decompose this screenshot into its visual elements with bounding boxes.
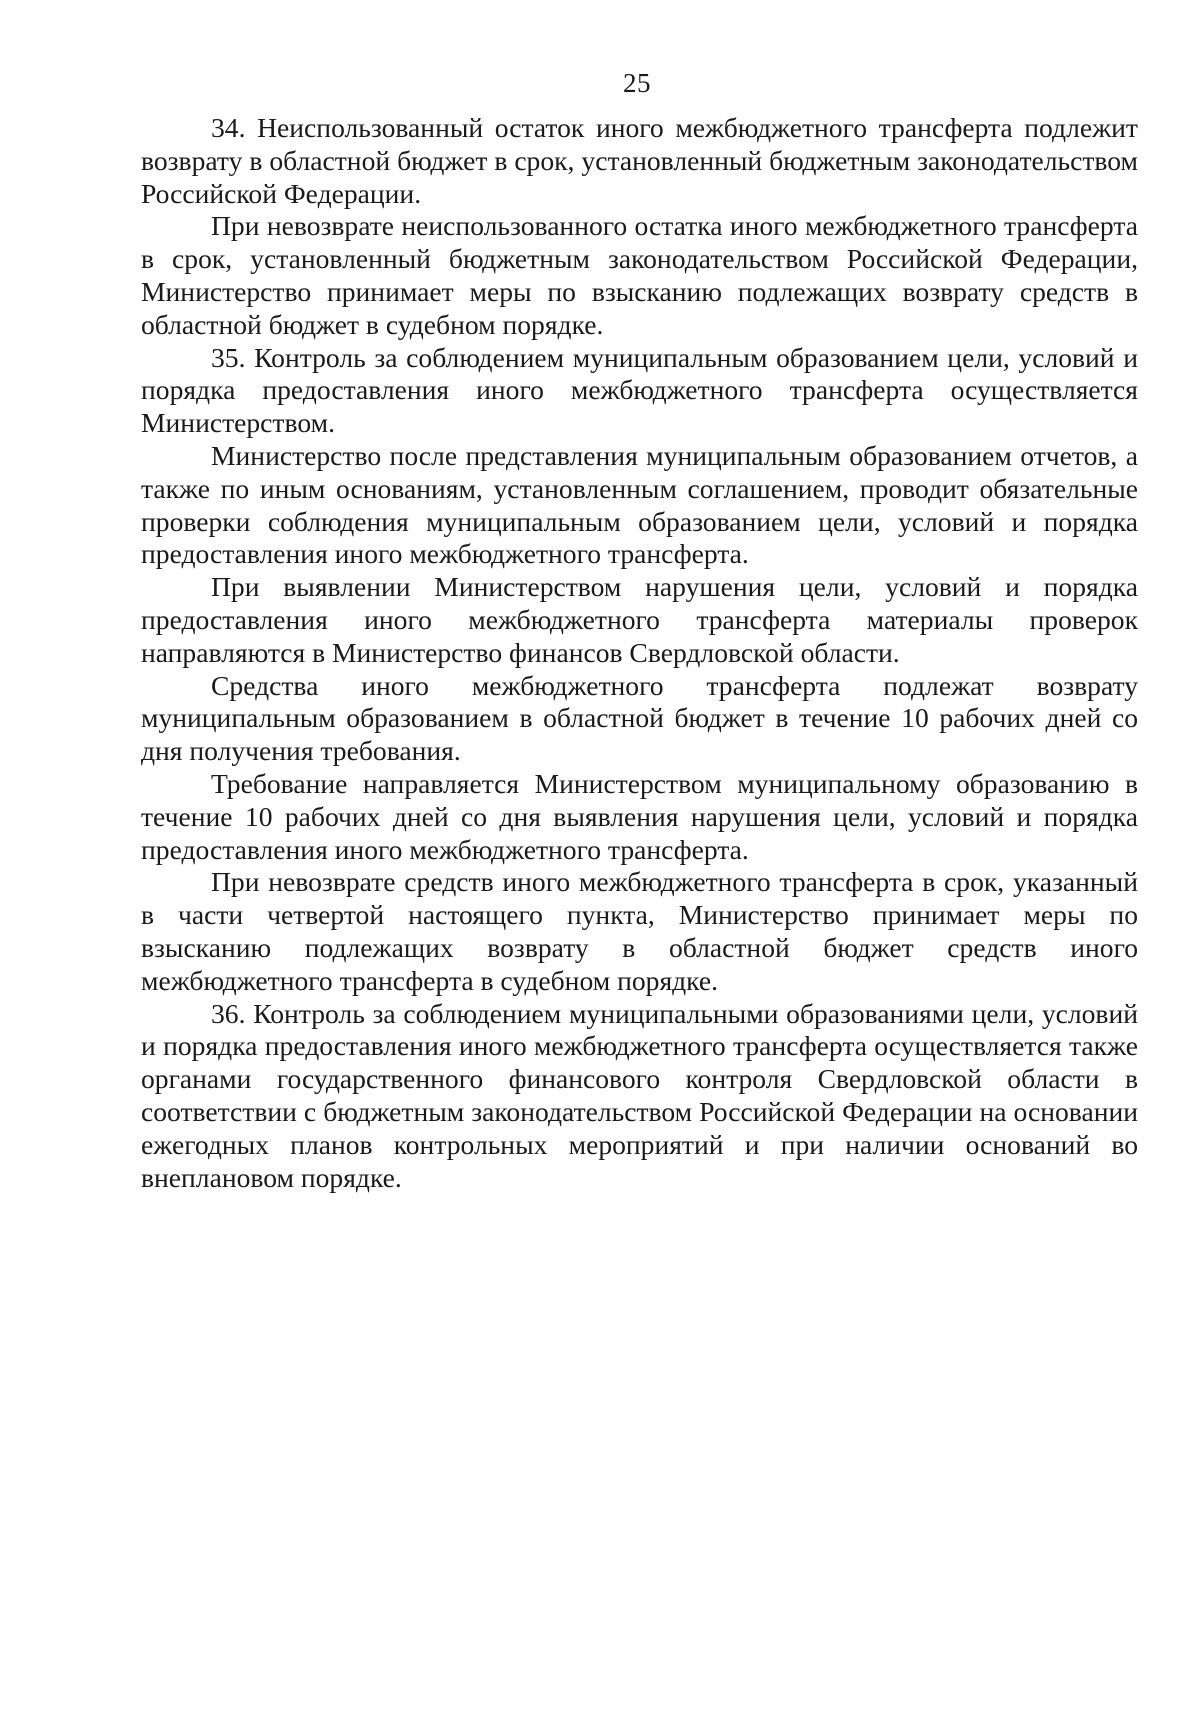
paragraph-35: 35. Контроль за соблюдением муниципальным образованием цели, условий и порядка предоставления иного межбюджетного трансферта осуществляется Министерством.	[141, 341, 1138, 439]
paragraph-35-part-4: Средства иного межбюджетного трансферта подлежат возврату муниципальным образованием в областной бюджет в течение 10 рабочих дней со дня получения требования.	[141, 669, 1138, 767]
page-number: 25	[623, 68, 651, 98]
paragraph-35-part-2: Министерство после представления муниципальным образованием отчетов, а также по иным основаниям, установленным соглашением, проводит обязательные проверки соблюдения муниципальным образованием цели, условий и порядка предоставления иного межбюджетного трансферта.	[141, 439, 1138, 570]
paragraph-35-part-5: Требование направляется Министерством муниципальному образованию в течение 10 рабочих дней со дня выявления нарушения цели, условий и порядка предоставления иного межбюджетного трансферта.	[141, 767, 1138, 865]
paragraph-34: 34. Неиспользованный остаток иного межбюджетного трансферта подлежит возврату в областной бюджет в срок, установленный бюджетным законодательством Российской Федерации.	[141, 112, 1138, 209]
paragraph-35-part-3: При выявлении Министерством нарушения цели, условий и порядка предоставления иного межбюджетного трансферта материалы проверок направляются в Министерство финансов Свердловской области.	[141, 571, 1138, 668]
paragraph-35-part-6: При невозврате средств иного межбюджетного трансферта в срок, указанный в части четвертой настоящего пункта, Министерство принимает меры по взысканию подлежащих возврату в областной бюджет средств иного межбюджетного трансферта в судебном порядке.	[141, 866, 1138, 996]
paragraph-34-part-2: При невозврате неиспользованного остатка иного межбюджетного трансферта в срок, установленный бюджетным законодательством Российской Федерации, Министерство принимает меры по взысканию подлежащих возврату средств в областной бюджет в судебном порядке.	[141, 210, 1138, 340]
paragraph-36: 36. Контроль за соблюдением муниципальными образованиями цели, условий и порядка предоставления иного межбюджетного трансферта осуществляется также органами государственного финансового контроля Свердловской области в соответствии с бюджетным законодательством Российской Федерации на основании ежегодных планов контрольных мероприятий и при наличии оснований во внеплановом порядке.	[141, 997, 1138, 1193]
document-body	[141, 112, 1138, 1194]
